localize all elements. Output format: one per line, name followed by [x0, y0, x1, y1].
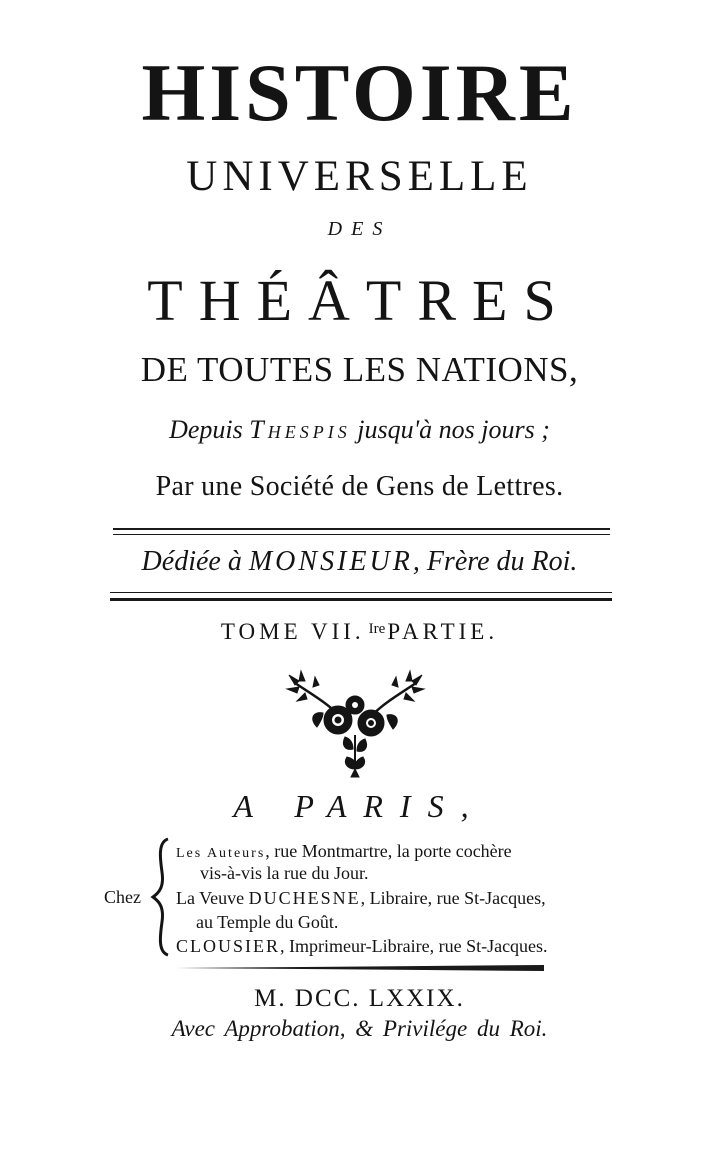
imprint-line-2 — [200, 864, 368, 882]
floral-bouquet-icon — [283, 665, 428, 780]
imprint-chez: Chez — [104, 887, 141, 907]
dedication-name: MONSIEUR — [248, 546, 413, 577]
double-rule-top-1 — [113, 528, 610, 530]
dedication-pre: Dédiée à — [141, 546, 249, 577]
title-theatres: THÉÂTRES — [147, 268, 572, 333]
subtitle-line — [0, 417, 719, 443]
volume-tome: TOME VII. — [220, 619, 365, 644]
imprint-line-1-rest: , rue Montmartre, la porte cochère — [265, 841, 512, 861]
imprint-line-5-lead: CLOUSIER — [176, 936, 281, 956]
subtitle-name: Thespis — [249, 415, 351, 444]
imprint-line-1-lead: Les Auteurs — [176, 846, 266, 861]
authors-line: Par une Société de Gens de Lettres. — [155, 471, 564, 502]
title-histoire: HISTOIRE — [141, 47, 578, 138]
imprint-line-3 — [176, 889, 546, 907]
title-nations: DE TOUTES LES NATIONS, — [140, 350, 579, 389]
imprint-line-3-lead: La Veuve — [176, 888, 249, 908]
double-rule-bottom-2 — [110, 598, 612, 601]
title-des: DES — [327, 218, 392, 240]
subtitle-post: jusqu'à nos jours ; — [350, 415, 550, 444]
curly-brace-icon — [150, 836, 172, 958]
title-universelle: UNIVERSELLE — [186, 153, 533, 200]
double-rule-bottom-1 — [110, 592, 612, 593]
volume-line — [0, 620, 719, 643]
imprint-city: A PARIS, — [233, 788, 486, 824]
imprint-line-3-mid: DUCHESNE — [248, 888, 361, 908]
dedication-post: , Frère du Roi. — [412, 546, 578, 577]
double-rule-top-2 — [113, 534, 610, 535]
imprint-date: M. DCC. LXXIX. — [254, 985, 465, 1012]
volume-partie: PARTIE. — [387, 619, 499, 644]
imprint-line-4-rest: au Temple du Goût. — [196, 912, 339, 932]
imprint-line-4 — [196, 913, 338, 931]
imprint-line-1 — [176, 842, 512, 861]
imprint-line-3-rest: , Libraire, rue St-Jacques, — [360, 888, 546, 908]
imprint-line-5 — [176, 937, 548, 955]
volume-ordinal: Ire — [368, 621, 386, 637]
privilege-line: Avec Approbation, & Privilége du Roi. — [171, 1016, 548, 1041]
subtitle-pre: Depuis — [169, 415, 250, 444]
dedication-line — [0, 548, 719, 576]
tapered-rule — [176, 964, 544, 972]
imprint-line-2-rest: vis-à-vis la rue du Jour. — [200, 863, 369, 883]
imprint-line-5-rest: , Imprimeur-Libraire, rue St-Jacques. — [280, 936, 548, 956]
